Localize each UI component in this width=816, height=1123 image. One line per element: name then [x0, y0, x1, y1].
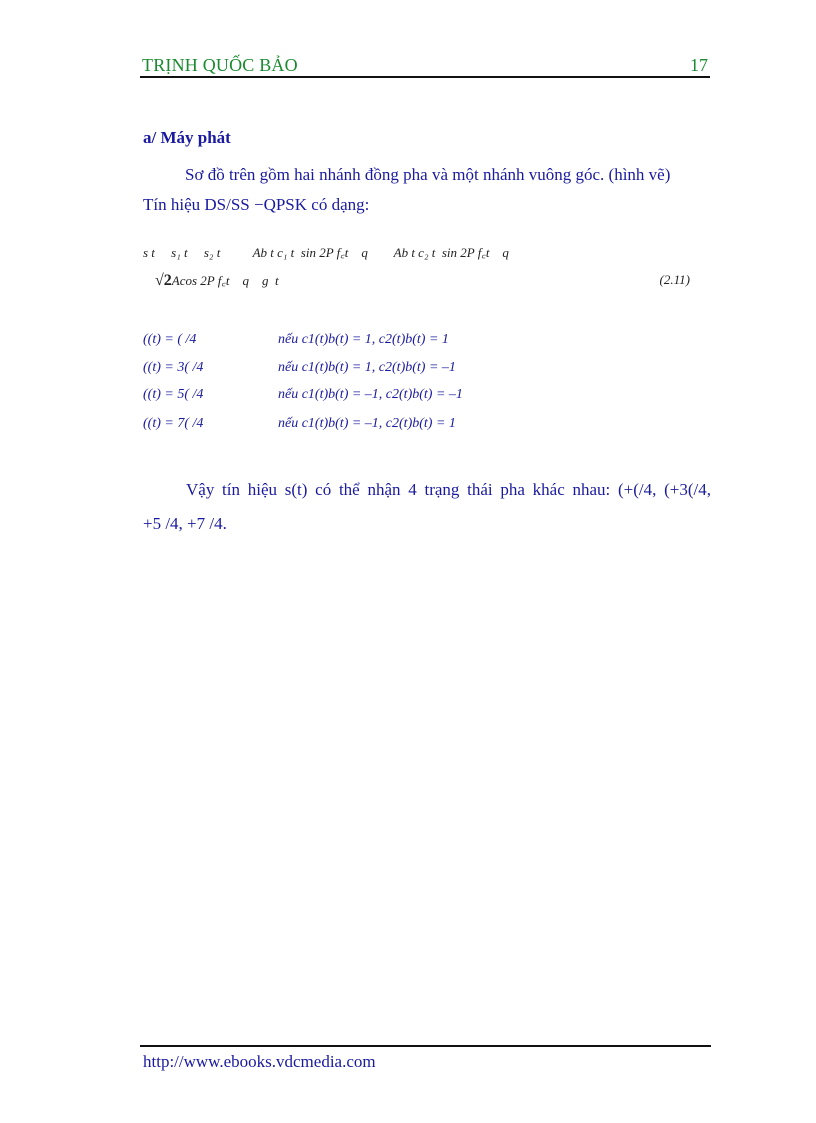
conclusion-paragraph [143, 473, 711, 541]
phase-value: ((t) = 7( /4 [143, 416, 204, 431]
conclusion-line-1: Vậy tín hiệu s(t) có thể nhận 4 trạng thái pha khác nhau: (+(/4, (+3(/4, [186, 480, 711, 499]
header-author: TRỊNH QUỐC BẢO [142, 55, 298, 75]
phase-condition: nếu c1(t)b(t) = 1, c2(t)b(t) = 1 [278, 332, 449, 347]
page-header [140, 52, 710, 78]
paragraph-signal-form: Tín hiệu DS/SS −QPSK có dạng: [143, 195, 370, 214]
phase-row [143, 387, 463, 403]
phase-value: ((t) = ( /4 [143, 332, 197, 347]
sqrt-symbol: √2 [155, 272, 172, 289]
phase-condition: nếu c1(t)b(t) = 1, c2(t)b(t) = –1 [278, 360, 456, 375]
equation-line-2-text: Acos 2P f꜀t q g t [171, 273, 279, 288]
paragraph-description: Sơ đồ trên gồm hai nhánh đồng pha và một nhánh vuông góc. (hình vẽ) [185, 165, 671, 184]
footer-divider [140, 1045, 711, 1047]
phase-condition: nếu c1(t)b(t) = –1, c2(t)b(t) = 1 [278, 416, 456, 431]
phase-condition: nếu c1(t)b(t) = –1, c2(t)b(t) = –1 [278, 387, 463, 402]
conclusion-line-2: +5 /4, +7 /4. [143, 514, 227, 533]
equation-line-1: s t s₁ t s₂ t Ab t c₁ t sin 2P f꜀t q Ab t c₂ t sin 2P f꜀t q [143, 245, 509, 260]
header-divider [140, 76, 710, 78]
equation-number: (2.11) [659, 272, 690, 287]
phase-value: ((t) = 3( /4 [143, 360, 204, 375]
equation-line-2 [155, 271, 279, 290]
page-number: 17 [690, 55, 708, 75]
phase-value: ((t) = 5( /4 [143, 387, 204, 402]
section-title: a/ Máy phát [143, 128, 231, 147]
phase-row [143, 360, 456, 376]
phase-row [143, 416, 456, 432]
footer-link[interactable]: http://www.ebooks.vdcmedia.com [143, 1052, 376, 1071]
phase-row [143, 332, 449, 348]
